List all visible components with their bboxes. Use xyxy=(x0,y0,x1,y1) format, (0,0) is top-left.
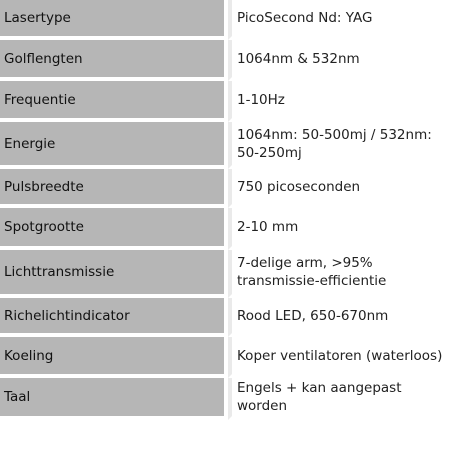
table-row xyxy=(0,122,459,169)
spec-label-spotgrootte: Spotgrootte xyxy=(0,208,228,250)
spec-value-taal: Engels + kan aangepast worden xyxy=(228,378,459,420)
spec-value-frequentie: 1-10Hz xyxy=(228,81,459,122)
table-row xyxy=(0,250,459,298)
spec-label-frequentie: Frequentie xyxy=(0,81,228,122)
spec-value-energie: 1064nm: 50-500mj / 532nm: 50-250mj xyxy=(228,122,459,169)
spec-label-richelichtindicator: Richelichtindicator xyxy=(0,298,228,337)
table-row xyxy=(0,208,459,250)
spec-label-golflengten: Golflengten xyxy=(0,40,228,81)
spec-value-pulsbreedte: 750 picoseconden xyxy=(228,169,459,208)
table-row xyxy=(0,40,459,81)
spec-label-lasertype: Lasertype xyxy=(0,0,228,40)
table-row xyxy=(0,337,459,378)
spec-value-richelichtindicator: Rood LED, 650-670nm xyxy=(228,298,459,337)
spec-label-pulsbreedte: Pulsbreedte xyxy=(0,169,228,208)
spec-label-energie: Energie xyxy=(0,122,228,169)
table-row xyxy=(0,298,459,337)
table-row xyxy=(0,378,459,420)
spec-value-lichttransmissie: 7-delige arm, >95% transmissie-efficientie xyxy=(228,250,459,298)
spec-label-koeling: Koeling xyxy=(0,337,228,378)
spec-label-taal: Taal xyxy=(0,378,228,420)
spec-label-lichttransmissie: Lichttransmissie xyxy=(0,250,228,298)
table-row xyxy=(0,81,459,122)
table-row xyxy=(0,169,459,208)
spec-value-koeling: Koper ventilatoren (waterloos) xyxy=(228,337,459,378)
table-row xyxy=(0,0,459,40)
spec-value-golflengten: 1064nm & 532nm xyxy=(228,40,459,81)
spec-value-lasertype: PicoSecond Nd: YAG xyxy=(228,0,459,40)
spec-value-spotgrootte: 2-10 mm xyxy=(228,208,459,250)
